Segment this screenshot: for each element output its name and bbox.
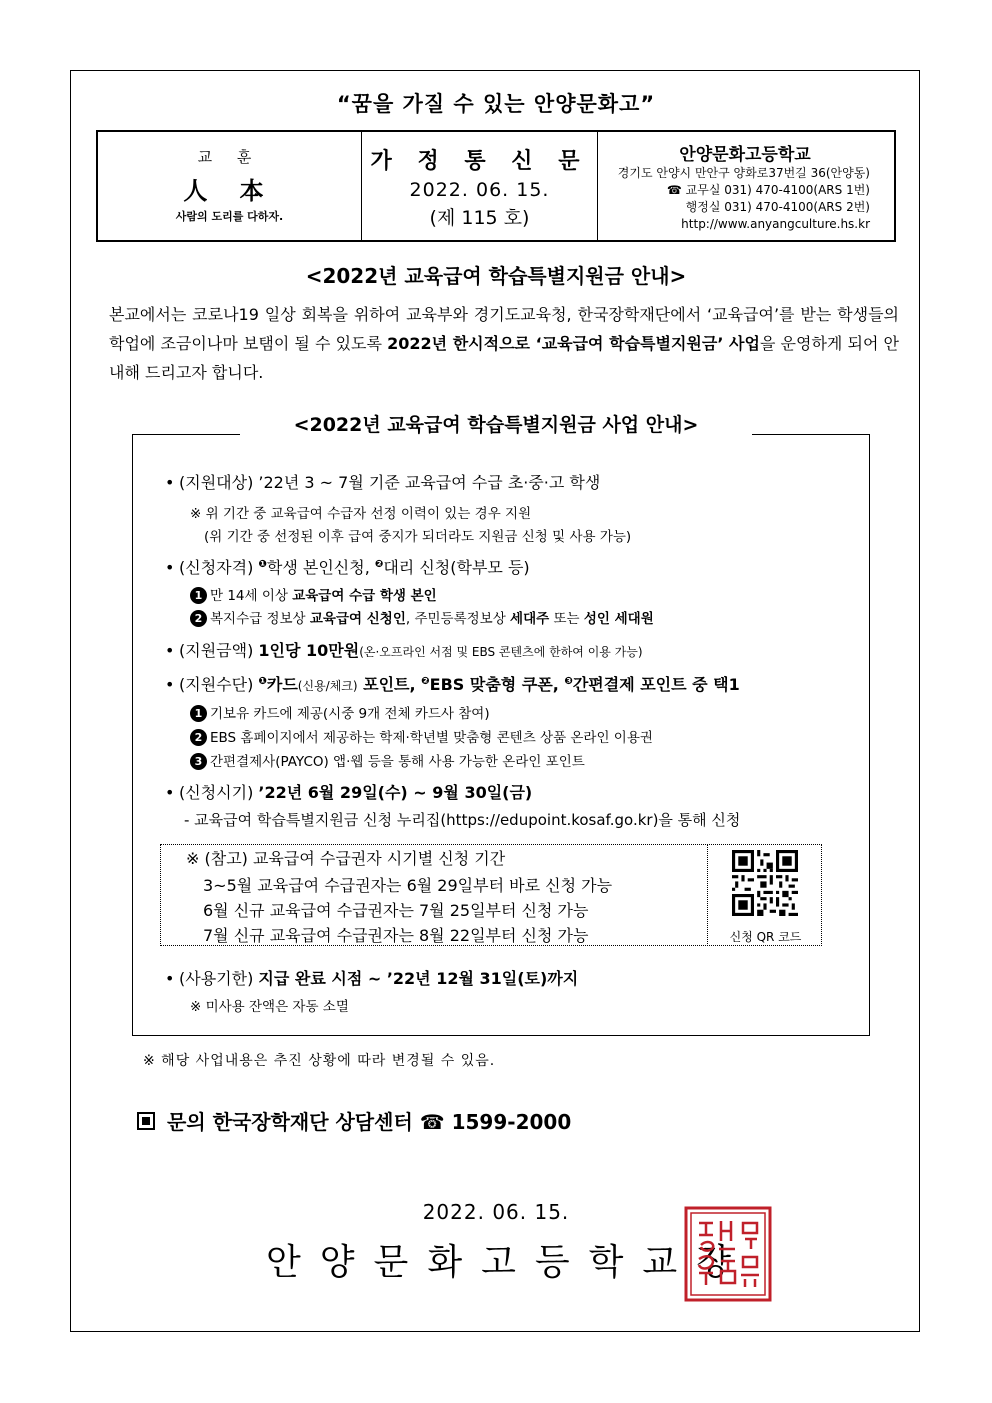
amount-prefix: (지원금액) xyxy=(179,641,259,660)
bullet-dot: • xyxy=(165,473,175,492)
motto-subtitle: 사람의 도리를 다하자. xyxy=(175,210,284,223)
elig-sub2-bold3: 성인 세대원 xyxy=(583,611,654,627)
usage-sub: ※ 미사용 잔액은 자동 소멸 xyxy=(190,999,349,1015)
motto-cell xyxy=(98,132,362,240)
number-3-icon: 3 xyxy=(190,753,207,770)
school-phone-office: ☎ 교무실 031) 470-4100(ARS 1번) xyxy=(666,183,870,197)
footer-date: 2022. 06. 15. xyxy=(422,1200,570,1224)
newsletter-issue: (제 115 호) xyxy=(429,207,530,229)
school-address: 경기도 안양시 만안구 양화로37번길 36(안양동) xyxy=(617,166,870,180)
item-eligibility xyxy=(165,555,530,578)
reference-line-2: 6월 신규 교육급여 수급권자는 7월 25일부터 신청 가능 xyxy=(203,901,589,920)
elig-t1: 학생 본인신청, xyxy=(266,558,375,577)
means-sub3-text: 간편결제사(PAYCO) 앱·웹 등을 통해 사용 가능한 온라인 포인트 xyxy=(210,754,585,770)
reference-title: ※ (참고) 교육급여 수급권자 시기별 신청 기간 xyxy=(186,849,506,868)
elig-sub2-bold2: 세대주 xyxy=(510,611,550,627)
item-target xyxy=(165,470,600,493)
usage-prefix: (사용기한) xyxy=(179,969,259,988)
contact-text: 문의 한국장학재단 상담센터 ☎ 1599-2000 xyxy=(167,1110,572,1134)
number-3-icon: ❸ xyxy=(564,676,573,687)
elig-sub2-pre: 복지수급 정보상 xyxy=(210,611,310,627)
period-bold: ’22년 6월 29일(수) ~ 9월 30일(금) xyxy=(258,783,533,802)
qr-caption: 신청 QR 코드 xyxy=(729,930,802,944)
number-1-icon: ❶ xyxy=(258,559,267,570)
change-note: ※ 해당 사업내용은 추진 상황에 따라 변경될 수 있음. xyxy=(143,1053,496,1069)
item-target-note1: ※ 위 기간 중 교육급여 수급자 선정 이력이 있는 경우 지원 xyxy=(190,506,532,522)
elig-sub1-pre: 만 14세 이상 xyxy=(210,588,293,604)
intro-text-2: 을 운영하게 되어 안내해 드리고자 합니다. xyxy=(109,334,900,382)
reference-line-1: 3~5월 교육급여 수급권자는 6월 29일부터 바로 신청 가능 xyxy=(203,876,613,895)
means-b1: 카드 xyxy=(266,675,298,694)
means-sub1 xyxy=(190,702,490,722)
amount-suffix: (온·오프라인 서점 및 EBS 콘텐츠에 한하여 이용 가능) xyxy=(359,645,643,659)
means-sub2-text: EBS 홈페이지에서 제공하는 학제·학년별 맞춤형 콘텐츠 상품 온라인 이용권 xyxy=(210,730,653,746)
school-info-cell xyxy=(598,132,894,240)
item-period xyxy=(165,780,532,803)
means-sub3 xyxy=(190,750,585,770)
elig-sub1 xyxy=(190,584,437,604)
item-target-note2: (위 기간 중 선정된 이후 급여 중지가 되더라도 지원금 신청 및 사용 가능) xyxy=(204,529,632,545)
header-table xyxy=(96,130,896,242)
number-2-icon: ❷ xyxy=(374,559,384,570)
newsletter-title: 가 정 통 신 문 xyxy=(370,149,589,174)
means-s1: (신용/체크) xyxy=(297,679,358,693)
item-means xyxy=(165,672,740,695)
bullet-dot: • xyxy=(165,969,175,988)
school-seal-icon xyxy=(683,1205,773,1303)
intro-text-1: 본교에서는 코로나19 일상 회복을 위하여 교육부와 경기도교육청, 한국장학재단에서 ‘교육급여’를 받는 학생들의 학업에 조금이나마 보탬이 될 수 있도록 xyxy=(109,305,899,353)
intro-text-bold: 2022년 한시적으로 ‘교육급여 학습특별지원금’ 사업 xyxy=(387,334,760,353)
qr-code-icon[interactable] xyxy=(732,850,798,916)
elig-sub2-mid: , 주민등록정보상 xyxy=(405,611,511,627)
reference-line-3: 7월 신규 교육급여 수급권자는 8월 22일부터 신청 가능 xyxy=(203,926,589,945)
number-2-icon: 2 xyxy=(190,610,207,627)
means-b2: EBS 맞춤형 쿠폰, xyxy=(429,675,565,694)
number-2-icon: 2 xyxy=(190,729,207,746)
school-phone-admin: 행정실 031) 470-4100(ARS 2번) xyxy=(685,200,870,214)
main-title: <2022년 교육급여 학습특별지원금 안내> xyxy=(305,264,687,288)
motto-label: 교 훈 xyxy=(197,148,262,166)
item-target-label: (지원대상) ’22년 3 ~ 7월 기준 교육급여 수급 초·중·고 학생 xyxy=(179,473,601,492)
item-amount xyxy=(165,638,643,661)
intro-paragraph xyxy=(109,300,899,387)
bullet-dot: • xyxy=(165,558,175,577)
amount-bold: 1인당 10만원 xyxy=(258,641,360,660)
newsletter-cell xyxy=(362,132,598,240)
elig-prefix: (신청자격) xyxy=(179,558,259,577)
square-bullet-icon xyxy=(137,1112,155,1130)
number-1-icon: 1 xyxy=(190,587,207,604)
means-b1b: 포인트, xyxy=(357,675,422,694)
footer-school-name: 안양문화고등학교장 xyxy=(266,1242,750,1283)
usage-bold: 지급 완료 시점 ~ ’22년 12월 31일(토)까지 xyxy=(258,969,579,988)
period-prefix: (신청시기) xyxy=(179,783,259,802)
elig-sub1-bold: 교육급여 수급 학생 본인 xyxy=(292,588,437,604)
means-sub2 xyxy=(190,726,653,746)
program-box-title: <2022년 교육급여 학습특별지원금 사업 안내> xyxy=(240,410,752,437)
elig-sub2 xyxy=(190,607,654,627)
newsletter-date: 2022. 06. 15. xyxy=(409,179,550,201)
number-2-icon: ❷ xyxy=(421,676,430,687)
slogan: “꿈을 가질 수 있는 안양문화고” xyxy=(336,92,656,116)
motto: 人 本 xyxy=(183,176,276,205)
qr-cell xyxy=(707,844,822,946)
elig-sub2-mid2: 또는 xyxy=(549,611,584,627)
period-sub: - 교육급여 학습특별지원금 신청 누리집(https://edupoint.kosaf.go.kr)을 통해 신청 xyxy=(184,811,741,829)
means-prefix: (지원수단) xyxy=(179,675,259,694)
bullet-dot: • xyxy=(165,641,175,660)
number-1-icon: 1 xyxy=(190,705,207,722)
bullet-dot: • xyxy=(165,783,175,802)
school-website[interactable]: http://www.anyangculture.hs.kr xyxy=(681,217,870,231)
elig-sub2-bold1: 교육급여 신청인 xyxy=(309,611,406,627)
bullet-dot: • xyxy=(165,675,175,694)
means-sub1-text: 기보유 카드에 제공(시중 9개 전체 카드사 참여) xyxy=(210,706,490,722)
item-usage xyxy=(165,966,578,989)
elig-t2: 대리 신청(학부모 등) xyxy=(383,558,530,577)
school-name: 안양문화고등학교 xyxy=(679,145,811,165)
contact xyxy=(137,1106,571,1135)
number-1-icon: ❶ xyxy=(258,676,267,687)
means-b3: 간편결제 포인트 중 택1 xyxy=(572,675,740,694)
